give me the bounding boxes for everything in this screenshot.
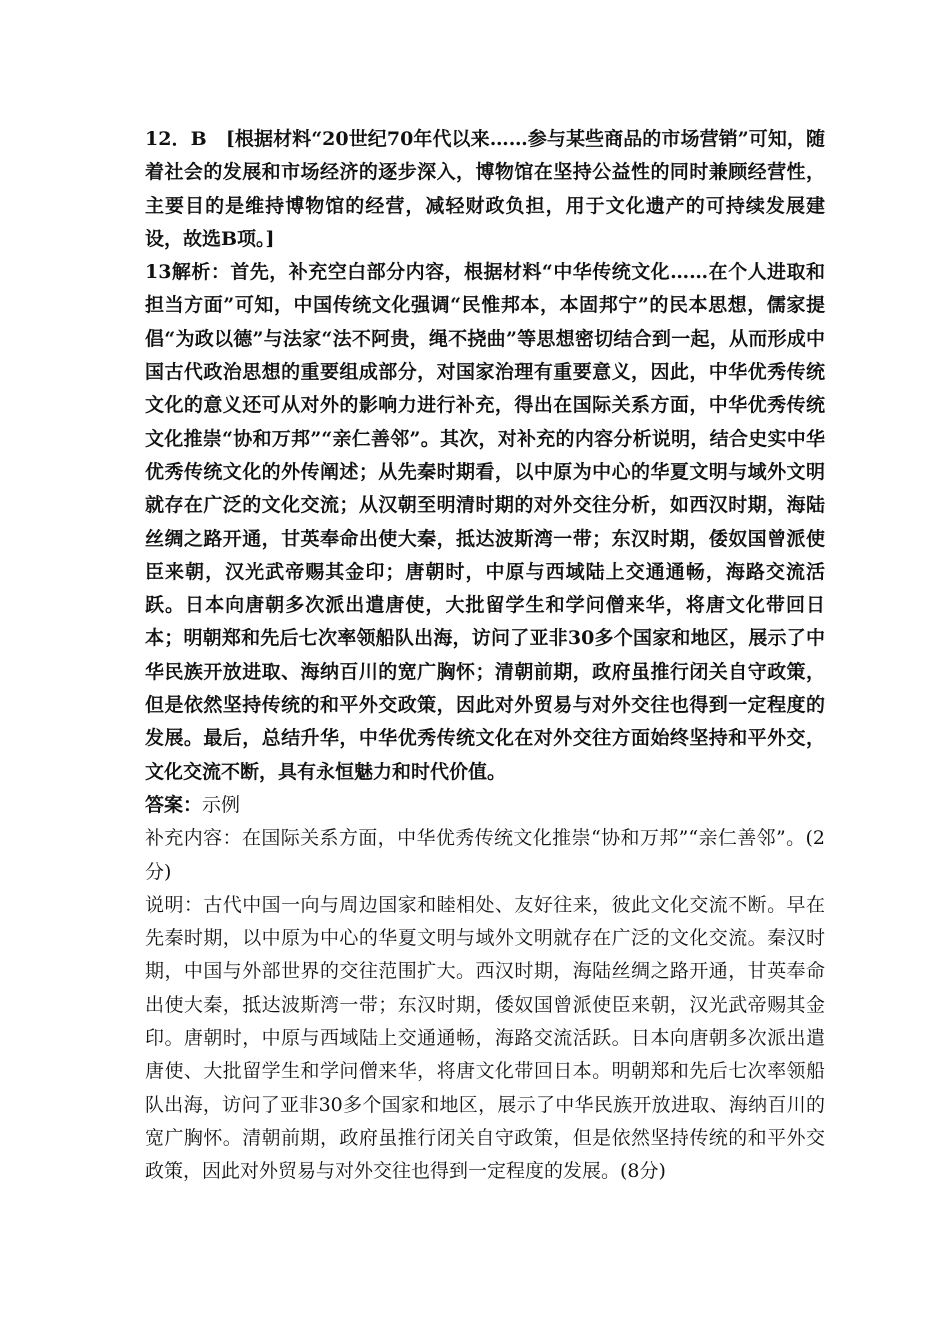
question-13-analysis (145, 256, 825, 789)
question-12-answer: 12．B [根据材料“20世纪70年代以来……参与某些商品的市场营销”可知，随着社会的发展和市场经济的逐步深入，博物馆在坚持公益性的同时兼顾经营性，主要目的是维持博物馆的经营，减轻财政负担，用于文化遗产的可持续发展建设，故选B项。] (145, 128, 825, 250)
question-13-answer-heading (145, 789, 825, 822)
question-13-analysis-text: 首先，补充空白部分内容，根据材料“中华传统文化……在个人进取和担当方面”可知，中国传统文化强调“民惟邦本，本固邦宁”的民本思想，儒家提倡“为政以德”与法家“法不阿贵，绳不挠曲”等思想密切结合到一起，从而形成中国古代政治思想的重要组成部分，对国家治理有重要意义，因此，中华优秀传统文化的意义还可从对外的影响力进行补充，得出在国际关系方面，中华优秀传统文化推崇“协和万邦”“亲仁善邻”。其次，对补充的内容分析说明，结合史实中华优秀传统文化的外传阐述；从先秦时期看，以中原为中心的华夏文明与域外文明就存在广泛的文化交流；从汉朝至明清时期的对外交往分析，如西汉时期，海陆丝绸之路开通，甘英奉命出使大秦，抵达波斯湾一带；东汉时期，倭奴国曾派使臣来朝，汉光武帝赐其金印；唐朝时，中原与西域陆上交通通畅，海路交流活跃。日本向唐朝多次派出遣唐使，大批留学生和学问僧来华，将唐文化带回日本；明朝郑和先后七次率领船队出海，访问了亚非30多个国家和地区，展示了中华民族开放进取、海纳百川的宽广胸怀；清朝前期，政府虽推行闭关自守政策，但是依然坚持传统的和平外交政策，因此对外贸易与对外交往也得到一定程度的发展。最后，总结升华，中华优秀传统文化在对外交往方面始终坚持和平外交，文化交流不断，具有永恒魅力和时代价值。 (145, 261, 825, 783)
question-13-explanation: 说明：古代中国一向与周边国家和睦相处、友好往来，彼此文化交流不断。早在先秦时期，以中原为中心的华夏文明与域外文明就存在广泛的文化交流。秦汉时期，中国与外部世界的交往范围扩大。西汉时期，海陆丝绸之路开通，甘英奉命出使大秦，抵达波斯湾一带；东汉时期，倭奴国曾派使臣来朝，汉光武帝赐其金印。唐朝时，中原与西域陆上交通通畅，海路交流活跃。日本向唐朝多次派出遣唐使、大批留学生和学问僧来华，将唐文化带回日本。明朝郑和先后七次率领船队出海，访问了亚非30多个国家和地区，展示了中华民族开放进取、海纳百川的宽广胸怀。清朝前期，政府虽推行闭关自守政策，但是依然坚持传统的和平外交政策，因此对外贸易与对外交往也得到一定程度的发展。(8分) (145, 893, 825, 1183)
question-13-supplement: 补充内容：在国际关系方面，中华优秀传统文化推崇“协和万邦”“亲仁善邻”。(2分) (145, 827, 825, 883)
answer-label: 答案： (145, 793, 203, 816)
answer-example-text: 示例 (202, 793, 241, 816)
answer-page (145, 123, 825, 1189)
question-13-label: 13解析： (145, 261, 231, 284)
